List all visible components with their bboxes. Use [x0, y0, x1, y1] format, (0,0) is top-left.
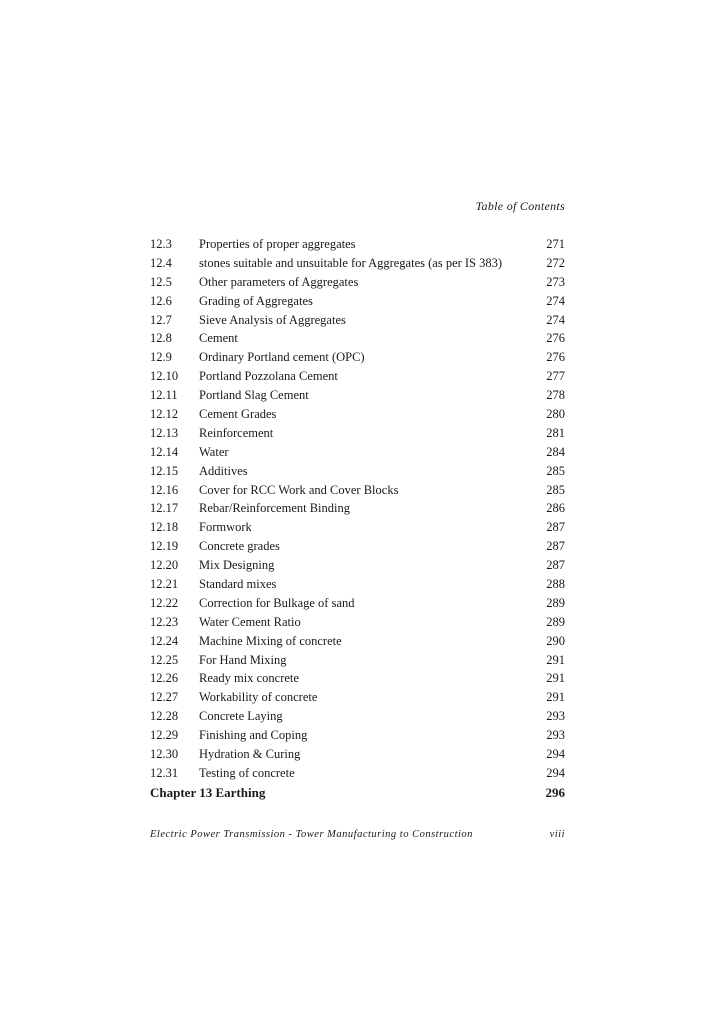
toc-entry[interactable]	[150, 651, 565, 670]
toc-entry[interactable]	[150, 669, 565, 688]
toc-entry[interactable]	[150, 688, 565, 707]
toc-entry-page-number: 287	[546, 520, 565, 535]
toc-entry[interactable]	[150, 462, 565, 481]
toc-entry[interactable]	[150, 311, 565, 330]
toc-entry-title: Hydration & Curing	[199, 747, 301, 762]
toc-entry-number: 12.26	[150, 671, 179, 686]
toc-entry-title: stones suitable and unsuitable for Aggregates (as per IS 383)	[199, 255, 503, 270]
toc-entry-page-number: 294	[546, 765, 565, 780]
footer-book-title: Electric Power Transmission - Tower Manufacturing to Construction	[150, 829, 473, 840]
toc-entry-title: For Hand Mixing	[199, 652, 287, 667]
chapter-title: Chapter 13 Earthing	[150, 785, 266, 800]
toc-entry-page-number: 278	[546, 388, 565, 403]
toc-entry-title: Water	[199, 444, 229, 459]
toc-entry-number: 12.19	[150, 539, 179, 554]
toc-entry-number: 12.11	[150, 388, 178, 403]
toc-entry-number: 12.16	[150, 482, 179, 497]
toc-entry-title: Testing of concrete	[199, 765, 295, 780]
toc-entry[interactable]	[150, 594, 565, 613]
toc-entry-title: Portland Pozzolana Cement	[199, 369, 338, 384]
toc-entry-number: 12.28	[150, 709, 179, 724]
toc-entry-page-number: 274	[546, 312, 565, 327]
toc-entry-title: Additives	[199, 463, 248, 478]
toc-entry-title: Formwork	[199, 520, 252, 535]
toc-entry[interactable]	[150, 405, 565, 424]
toc-entry-title: Concrete Laying	[199, 709, 283, 724]
toc-entry-page-number: 289	[546, 595, 565, 610]
toc-entry-number: 12.22	[150, 595, 179, 610]
toc-entry-title: Correction for Bulkage of sand	[199, 595, 355, 610]
toc-entry[interactable]	[150, 235, 565, 254]
toc-entry-page-number: 274	[546, 293, 565, 308]
toc-chapter-row[interactable]	[150, 783, 565, 803]
toc-entry-title: Water Cement Ratio	[199, 614, 301, 629]
toc-entry[interactable]	[150, 707, 565, 726]
toc-entry-number: 12.18	[150, 520, 179, 535]
toc-entry[interactable]	[150, 292, 565, 311]
toc-entry-number: 12.24	[150, 633, 179, 648]
toc-entry-title: Properties of proper aggregates	[199, 237, 356, 251]
toc-entry-number: 12.14	[150, 444, 179, 459]
toc-entry-title: Machine Mixing of concrete	[199, 633, 342, 648]
toc-entry-title: Standard mixes	[199, 577, 277, 592]
toc-entry-number: 12.20	[150, 558, 179, 573]
toc-entry-title: Finishing and Coping	[199, 728, 308, 743]
toc-entry-number: 12.8	[150, 331, 172, 346]
toc-entry-title: Rebar/Reinforcement Binding	[199, 501, 351, 516]
toc-entry[interactable]	[150, 424, 565, 443]
toc-entry[interactable]	[150, 575, 565, 594]
toc-entry-page-number: 289	[546, 614, 565, 629]
toc-entry[interactable]	[150, 537, 565, 556]
toc-entry[interactable]	[150, 443, 565, 462]
toc-entry-title: Cement	[199, 331, 238, 346]
toc-entry-number: 12.12	[150, 407, 179, 422]
toc-entry-number: 12.30	[150, 747, 179, 762]
footer-page-number: viii	[549, 829, 565, 840]
toc-entry-page-number: 290	[546, 633, 565, 648]
toc-entry-number: 12.6	[150, 293, 172, 308]
toc-entry-title: Mix Designing	[199, 558, 275, 573]
running-header: Table of Contents	[475, 199, 565, 213]
toc-entry-page-number: 293	[546, 728, 565, 743]
toc-entry-title: Grading of Aggregates	[199, 293, 313, 308]
toc-entry-title: Sieve Analysis of Aggregates	[199, 312, 346, 327]
toc-entry[interactable]	[150, 348, 565, 367]
toc-entry-title: Ready mix concrete	[199, 671, 299, 686]
toc-entry-number: 12.23	[150, 614, 179, 629]
toc-entry-title: Cover for RCC Work and Cover Blocks	[199, 482, 399, 497]
toc-entry-number: 12.17	[150, 501, 179, 516]
toc-list	[150, 235, 565, 783]
toc-entry-number: 12.4	[150, 255, 172, 270]
toc-entry-page-number: 293	[546, 709, 565, 724]
toc-entry-page-number: 291	[546, 690, 565, 705]
toc-entry-number: 12.3	[150, 237, 172, 251]
toc-entry[interactable]	[150, 367, 565, 386]
toc-entry-page-number: 287	[546, 558, 565, 573]
toc-entry-number: 12.29	[150, 728, 179, 743]
toc-entry-number: 12.5	[150, 274, 172, 289]
toc-entry-title: Portland Slag Cement	[199, 388, 309, 403]
toc-entry-title: Other parameters of Aggregates	[199, 274, 359, 289]
toc-entry-title: Concrete grades	[199, 539, 280, 554]
toc-entry-number: 12.13	[150, 425, 179, 440]
toc-entry-number: 12.25	[150, 652, 179, 667]
toc-entry[interactable]	[150, 764, 565, 783]
toc-entry-page-number: 273	[546, 274, 565, 289]
toc-entry-number: 12.10	[150, 369, 179, 384]
toc-entry-page-number: 276	[546, 331, 565, 346]
toc-entry-page-number: 284	[546, 444, 565, 459]
chapter-page-number: 296	[545, 785, 565, 800]
toc-entry[interactable]	[150, 745, 565, 764]
toc-entry-number: 12.31	[150, 765, 179, 780]
toc-entry-number: 12.7	[150, 312, 172, 327]
toc-entry-number: 12.27	[150, 690, 179, 705]
toc-entry-page-number: 285	[546, 463, 565, 478]
toc-entry[interactable]	[150, 726, 565, 745]
toc-entry-page-number: 271	[546, 237, 565, 251]
toc-entry[interactable]	[150, 556, 565, 575]
toc-entry-title: Ordinary Portland cement (OPC)	[199, 350, 365, 365]
toc-entry[interactable]	[150, 329, 565, 348]
toc-entry-page-number: 294	[546, 747, 565, 762]
toc-entry-page-number: 285	[546, 482, 565, 497]
toc-entry-page-number: 280	[546, 407, 565, 422]
toc-entry-page-number: 272	[546, 255, 565, 270]
toc-entry-page-number: 288	[546, 577, 565, 592]
toc-entry-title: Workability of concrete	[199, 690, 318, 705]
toc-entry[interactable]	[150, 613, 565, 632]
toc-entry[interactable]	[150, 499, 565, 518]
toc-entry[interactable]	[150, 481, 565, 500]
toc-entry[interactable]	[150, 632, 565, 651]
toc-entry-number: 12.21	[150, 577, 179, 592]
toc-entry-page-number: 287	[546, 539, 565, 554]
toc-entry-page-number: 291	[546, 671, 565, 686]
toc-entry-number: 12.15	[150, 463, 179, 478]
toc-entry-title: Reinforcement	[199, 425, 274, 440]
toc-entry[interactable]	[150, 254, 565, 273]
toc-entry-number: 12.9	[150, 350, 172, 365]
toc-entry-page-number: 277	[546, 369, 565, 384]
toc-entry-title: Cement Grades	[199, 407, 277, 422]
toc-entry[interactable]	[150, 386, 565, 405]
toc-entry-page-number: 281	[546, 425, 565, 440]
toc-entry-page-number: 291	[546, 652, 565, 667]
toc-entry[interactable]	[150, 273, 565, 292]
toc-entry-page-number: 286	[546, 501, 565, 516]
toc-entry-page-number: 276	[546, 350, 565, 365]
toc-entry[interactable]	[150, 518, 565, 537]
